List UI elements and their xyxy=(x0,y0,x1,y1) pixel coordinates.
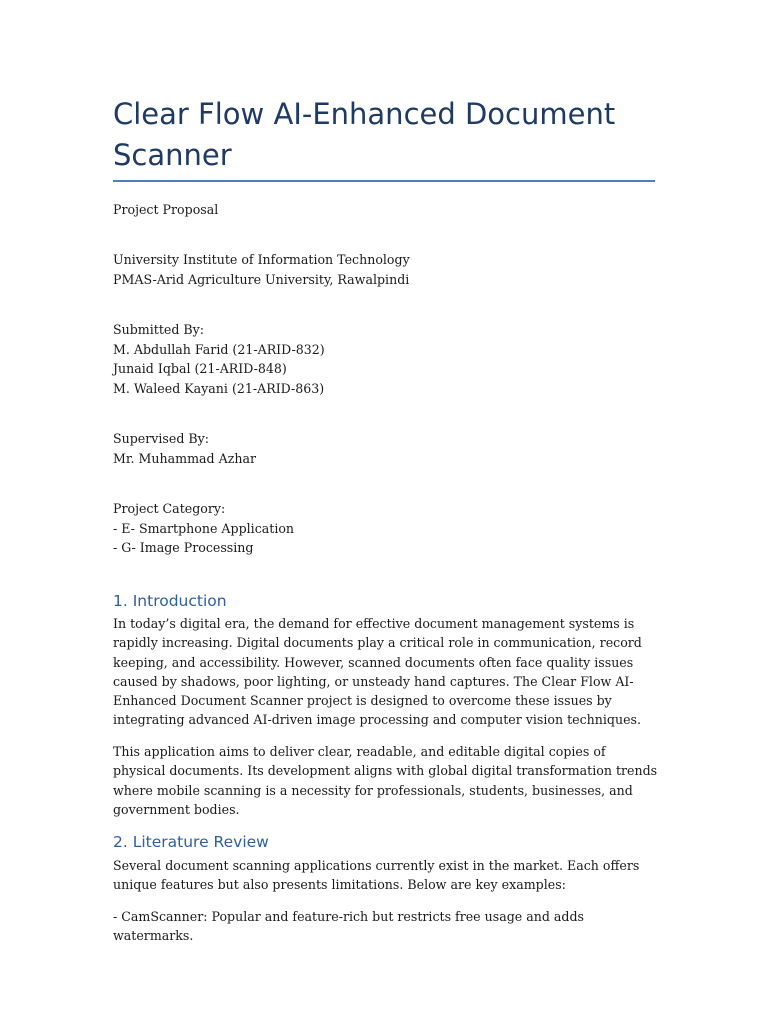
title-underline xyxy=(113,180,655,182)
member-line: M. Waleed Kayani (21-ARID-863) xyxy=(113,380,325,396)
introduction-paragraph: In today’s digital era, the demand for effective document management systems is rapidly increasing. Digital documents play a critical role in communication, record keeping, and accessibility. However, scanned documents often face quality issues caused by shadows, poor lighting, or unsteady hand captures. The Clear Flow AI-Enhanced Document Scanner project is designed to overcome these issues by integrating advanced AI-driven image processing and computer vision techniques. xyxy=(113,616,642,728)
member-line: M. Abdullah Farid (21-ARID-832) xyxy=(113,341,325,357)
submitted-label: Submitted By: xyxy=(113,322,205,337)
category-label: Project Category: xyxy=(113,501,226,516)
literature-paragraph: Several document scanning applications currently exist in the market. Each offers unique features but also presents limitations. Below are key examples: xyxy=(113,858,640,893)
institution-line: PMAS-Arid Agriculture University, Rawalpindi xyxy=(113,271,410,287)
supervised-label: Supervised By: xyxy=(113,431,210,446)
subtitle: Project Proposal xyxy=(113,202,219,217)
category-block xyxy=(113,499,658,558)
subtitle-block xyxy=(113,200,658,220)
introduction-paragraph: This application aims to deliver clear, readable, and editable digital copies of physical documents. Its development aligns with global digital transformation trends where mobile scanning is a necessity for professionals, students, businesses, and government bodies. xyxy=(113,744,658,817)
member-line: Junaid Iqbal (21-ARID-848) xyxy=(113,361,287,376)
section-heading-introduction: 1. Introduction xyxy=(113,592,227,610)
category-item: - E- Smartphone Application xyxy=(113,520,295,536)
supervised-block xyxy=(113,429,658,468)
institution-line: University Institute of Information Technology xyxy=(113,252,410,267)
institution-block xyxy=(113,250,658,289)
supervisor-name: Mr. Muhammad Azhar xyxy=(113,450,256,466)
submitted-block xyxy=(113,320,658,398)
section-heading-literature-review: 2. Literature Review xyxy=(113,833,269,851)
document-title: Clear Flow AI-Enhanced Document Scanner xyxy=(113,97,616,172)
literature-list-item: - CamScanner: Popular and feature-rich but restricts free usage and adds watermarks. xyxy=(113,909,585,944)
category-item: - G- Image Processing xyxy=(113,540,254,555)
